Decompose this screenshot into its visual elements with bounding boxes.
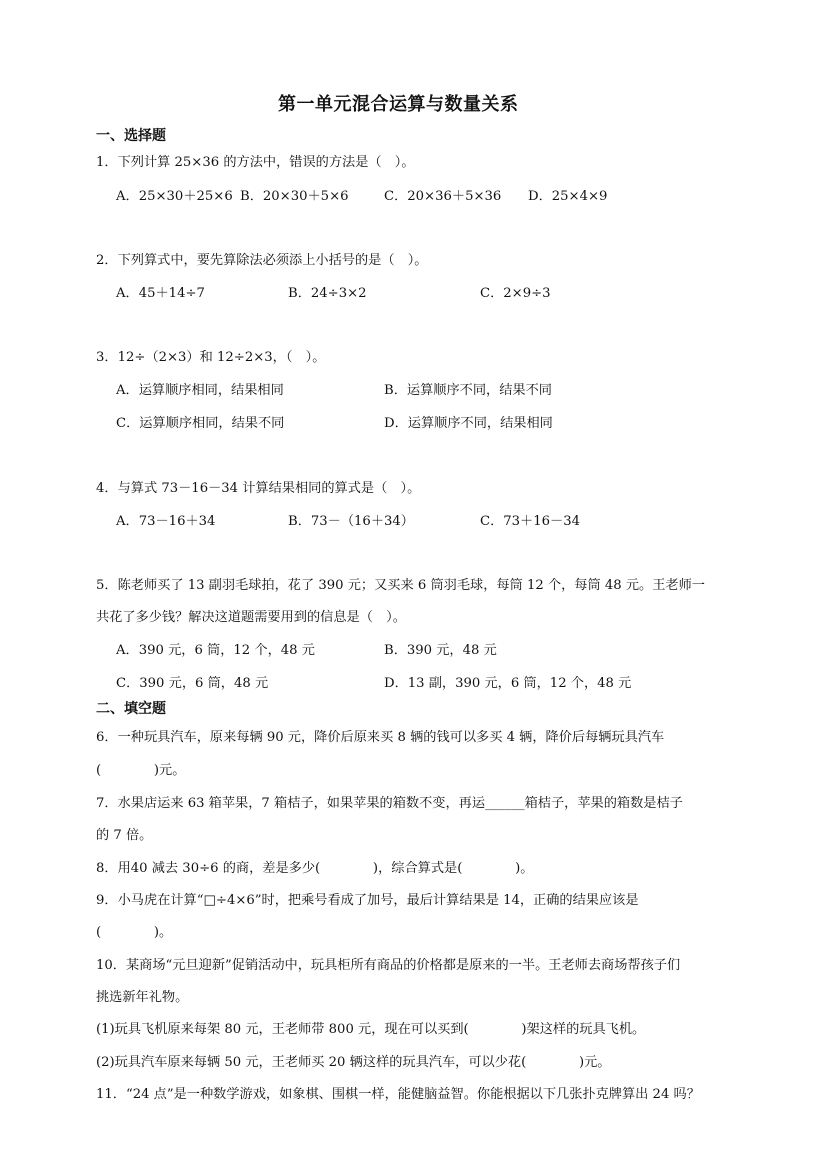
question-line-1: 9．小马虎在计算“□÷4×6”时，把乘号看成了加号，最后计算结果是 14，正确的结果应该是 (96, 893, 639, 908)
option-b[interactable]: B．73－（16＋34） (288, 514, 414, 529)
page-title: 第一单元混合运算与数量关系 (278, 94, 519, 115)
question-stem: 4．与算式 73－16－34 计算结果相同的算式是（ ）。 (96, 481, 421, 496)
option-b[interactable]: B．运算顺序不同，结果不同 (384, 383, 552, 398)
option-d[interactable]: D．25×4×9 (528, 189, 608, 204)
sub-question-1: (1)玩具飞机原来每架 80 元，王老师带 800 元，现在可以买到( )架这样的玩具飞机。 (96, 1022, 646, 1037)
question-stem-line-2: 共花了多少钱？解决这道题需要用到的信息是（ ）。 (96, 610, 406, 625)
option-a[interactable]: A．73－16＋34 (116, 514, 216, 529)
option-c[interactable]: C．390 元，6 筒，48 元 (116, 676, 269, 691)
option-b[interactable]: B．24÷3×2 (288, 286, 367, 301)
question-line-2: ( )元。 (96, 763, 186, 778)
question-line-1: 8．用40 减去 30÷6 的商，差是多少( )，综合算式是( )。 (96, 861, 534, 876)
option-c[interactable]: C．20×36＋5×36 (384, 189, 502, 204)
section-heading-fill: 二、填空题 (96, 701, 166, 717)
section-heading-choice: 一、选择题 (96, 128, 166, 144)
option-a[interactable]: A．运算顺序相同，结果相同 (116, 383, 284, 398)
question-line-1: 10．某商场“元旦迎新”促销活动中，玩具柜所有商品的价格都是原来的一半。王老师去商场帮孩子们 (96, 958, 681, 973)
question-stem: 3．12÷（2×3）和 12÷2×3，（ ）。 (96, 350, 326, 365)
sub-question-2: (2)玩具汽车原来每辆 50 元，王老师买 20 辆这样的玩具汽车，可以少花( )元。 (96, 1055, 611, 1070)
option-b[interactable]: B．20×30＋5×6 (240, 189, 349, 204)
question-line-1: 6．一种玩具汽车，原来每辆 90 元，降价后原来买 8 辆的钱可以多买 4 辆，降价后每辆玩具汽车 (96, 730, 665, 745)
question-line-1: 7．水果店运来 63 箱苹果，7 箱桔子，如果苹果的箱数不变，再运______箱桔子，苹果的箱数是桔子 (96, 796, 683, 811)
option-b[interactable]: B．390 元，48 元 (384, 643, 497, 658)
option-c[interactable]: C．运算顺序相同，结果不同 (116, 416, 285, 431)
option-d[interactable]: D．运算顺序不同，结果相同 (384, 416, 553, 431)
question-line-2: 的 7 倍。 (96, 828, 153, 843)
question-stem: 2．下列算式中，要先算除法必须添上小括号的是（ ）。 (96, 253, 428, 268)
question-line-2: ( )。 (96, 925, 173, 940)
question-line-1: 11．“24 点”是一种数学游戏，如象棋、围棋一样，能健脑益智。你能根据以下几张扑克牌算出 24 吗？ (96, 1087, 700, 1102)
question-stem: 1．下列计算 25×36 的方法中，错误的方法是（ ）。 (96, 155, 415, 170)
option-d[interactable]: D．13 副，390 元，6 筒，12 个，48 元 (384, 676, 632, 691)
option-c[interactable]: C．2×9÷3 (480, 286, 551, 301)
option-a[interactable]: A．390 元，6 筒，12 个，48 元 (116, 643, 315, 658)
question-line-2: 挑选新年礼物。 (96, 990, 189, 1005)
question-stem-line-1: 5．陈老师买了 13 副羽毛球拍，花了 390 元；又买来 6 筒羽毛球，每筒 12 个，每筒 48 元。王老师一 (96, 578, 705, 593)
option-c[interactable]: C．73＋16－34 (480, 514, 580, 529)
option-a[interactable]: A．45＋14÷7 (116, 286, 205, 301)
option-a[interactable]: A．25×30＋25×6 (116, 189, 233, 204)
